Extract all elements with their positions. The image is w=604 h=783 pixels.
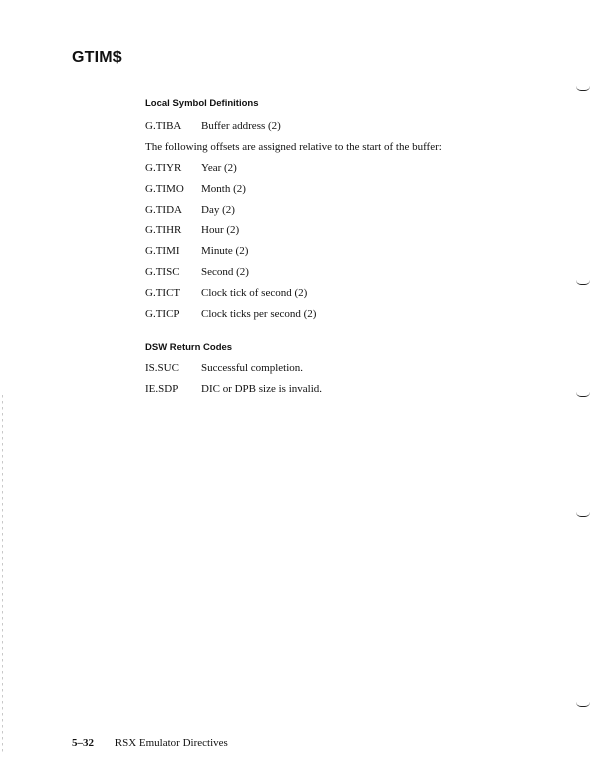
offset-sentence: The following offsets are assigned relative to the start of the buffer: (145, 141, 442, 153)
margin-tick-mark (576, 392, 590, 397)
dsw-return-codes-title: DSW Return Codes (145, 342, 233, 353)
symbol-code: G.TICT (145, 286, 181, 299)
symbol-code: G.TISC (145, 265, 180, 278)
definition-row (145, 183, 316, 204)
page-number: 5–32 (72, 737, 94, 749)
definition-row (145, 383, 322, 404)
symbol-code: G.TIYR (145, 162, 182, 174)
definition-row (145, 204, 316, 225)
definition-row (145, 287, 316, 308)
symbol-description: Clock tick of second (2) (201, 286, 308, 299)
return-code: IE.SDP (145, 382, 179, 395)
symbol-description: Month (2) (201, 182, 246, 195)
symbol-description: Buffer address (2) (201, 120, 281, 132)
dsw-code-list (145, 362, 322, 403)
symbol-description: Hour (2) (201, 224, 240, 237)
chapter-title: RSX Emulator Directives (114, 737, 228, 749)
definition-row (145, 308, 316, 329)
definition-row (145, 245, 316, 266)
page-footer (72, 737, 228, 749)
symbol-code: G.TIDA (145, 203, 182, 216)
return-code-description: DIC or DPB size is invalid. (201, 382, 322, 395)
return-code-description: Successful completion. (201, 362, 304, 374)
margin-tick-mark (576, 702, 590, 707)
offset-list (145, 162, 316, 328)
symbol-code: G.TIMI (145, 245, 180, 258)
symbol-description: Year (2) (201, 162, 237, 174)
symbol-description: Minute (2) (201, 245, 249, 258)
buffer-definition (145, 120, 281, 133)
symbol-description: Day (2) (201, 203, 235, 216)
symbol-code: G.TICP (145, 307, 180, 320)
symbol-code: G.TIMO (145, 182, 184, 195)
symbol-description: Clock ticks per second (2) (201, 307, 317, 320)
definition-row (145, 224, 316, 245)
definition-row (145, 162, 316, 183)
return-code: IS.SUC (145, 362, 179, 374)
definition-row (145, 362, 322, 383)
margin-tick-mark (576, 86, 590, 91)
symbol-description: Second (2) (201, 265, 249, 278)
page-heading: GTIM$ (72, 49, 122, 66)
symbol-code: G.TIHR (145, 224, 182, 237)
margin-tick-mark (576, 512, 590, 517)
scan-edge-dots (2, 395, 3, 755)
definition-row (145, 120, 281, 133)
local-symbol-definitions-title: Local Symbol Definitions (145, 98, 259, 109)
definition-row (145, 266, 316, 287)
symbol-code: G.TIBA (145, 120, 182, 132)
margin-tick-mark (576, 280, 590, 285)
